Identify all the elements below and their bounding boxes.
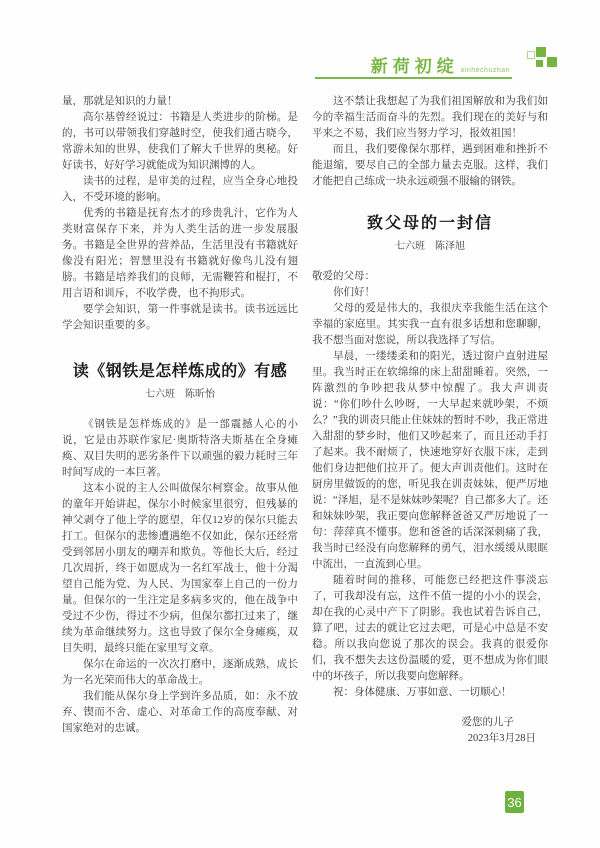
- paragraph: 父母的爱是伟大的，我很庆幸我能生活在这个幸福的家庭里。其实我一直有很多话想和您聊聊，我不想当面对您说，所以我选择了写信。: [312, 303, 548, 346]
- reading-essay-paragraphs: [62, 110, 298, 334]
- right-column: [312, 94, 548, 747]
- letter-signoff: 爱您的儿子: [461, 717, 514, 728]
- paragraph: 而且，我们要像保尔那样，遇到困难和挫折不能退缩，要尽自己的全部力量去克服。这样，我们才能把自己练成一块永远顽强不服输的钢铁。: [312, 144, 548, 187]
- letter-greeting: 你们好！: [333, 287, 375, 298]
- continuation-line: 量，那就是知识的力量！: [62, 96, 178, 107]
- logo-square-icon: [536, 47, 546, 57]
- paragraph: 这本小说的主人公叫做保尔柯察金。故事从他的童年开始讲起，保尔小时候家里很穷，但残暴的神父剥夺了他上学的愿望，年仅12岁的保尔只能去打工。但保尔的悲惨遭遇绝不仅如此，保尔还经常受到邻居小朋友的嘲弄和欺负。等他长大后，经过几次周折，终于如愿成为一名红军战士，他十分渴望自己能为党、为人民、为国家奉上自己的一份力量。但保尔的一生注定是多病多灾的，他在战争中受过不少伤，得过不少病，但保尔都扛过来了，继续为革命继续努力。这也导致了保尔全身瘫痪，双目失明，最终只能在家里写文章。: [62, 483, 298, 654]
- masthead-rule: [315, 48, 512, 79]
- paragraph: 高尔基曾经说过：书籍是人类进步的阶梯。是的，书可以带领我们穿越时空，使我们通古晓今，常游未知的世界，使我们了解大千世界的奥秘。好好读书，好好学习就能成为知识渊博的人。: [62, 112, 298, 171]
- paragraph: 优秀的书籍是抚育杰才的珍贵乳汁，它作为人类财富保存下来，并为人类生活的进一步发展服务。书籍是全世界的营养品，生活里没有书籍就好像没有阳光；智慧里没有书籍就好像鸟儿没有翅膀。书籍是培养我们的良师，无需鞭笞和棍打，不用言语和训斥，不收学费，也不拘形式。: [62, 208, 298, 299]
- masthead-title: 新荷初绽: [370, 57, 459, 76]
- essay-byline-letter: 七六班 陈泽旭: [395, 241, 465, 252]
- letter-salutation: 敬爱的父母：: [312, 271, 375, 282]
- paragraph: 早晨，一缕缕柔和的阳光，透过窗户直射进屋里。我当时正在软绵绵的床上甜甜睡着。突然，一阵激烈的争吵把我从梦中惊醒了。我大声训责说：“你们吵什么吵呀，一大早起来就吵架，不烦么？”我的训责只能止住妹妹的暂时不吵，我正常进入甜甜的梦乡时，他们又吵起来了，而且还动手打了起来。我不耐烦了，快速地穿好衣服下床，走到他们身边把他们拉开了。便大声训责他们。这时在厨房里做饭的的您，听见我在训责妹妹，便严厉地说：“泽旭，是不是妹妹吵架呢？自己都多大了。还和妹妹吵架，我正要向您解释爸爸又严厉地说了一句：萍萍真不懂事。您和爸爸的话深深刺痛了我，我当时已经没有向您解释的勇气，泪水缓缓从眼眶中流出，一直流到心里。: [312, 351, 548, 570]
- essay-title-steel: 读《钢铁是怎样炼成的》有感: [72, 363, 288, 380]
- paragraph: 我们能从保尔身上学到许多品质，如：永不放弃、锲而不舍、虚心、对革命工作的高度奉献、对国家绝对的忠诚。: [62, 691, 298, 734]
- steel-essay-continuation: [312, 94, 548, 190]
- essay-title-letter: 致父母的一封信: [366, 215, 493, 232]
- essay-byline-steel: 七六班 陈昕怡: [145, 389, 215, 400]
- letter-date: 2023年3月28日: [467, 733, 536, 744]
- logo-square-icon: [547, 57, 557, 67]
- page-body: [62, 94, 548, 747]
- logo-square-icon: [536, 60, 543, 67]
- left-column: [62, 94, 298, 747]
- letter-paragraphs: [312, 301, 548, 685]
- paragraph: 这不禁让我想起了为我们祖国解放和为我们如今的幸福生活而奋斗的先烈。我们现在的美好与和平来之不易，我们应当努力学习，报效祖国！: [312, 96, 548, 139]
- masthead-subtitle: xinhechuzhan: [460, 67, 510, 74]
- paragraph: 读书的过程，是审美的过程，应当全身心地投入，不受环境的影响。: [62, 176, 298, 203]
- logo-squares-icon: [527, 47, 561, 85]
- logo-square-outline-icon: [527, 51, 535, 59]
- letter-wish: 祝：身体健康、万事如意、一切顺心！: [333, 687, 512, 698]
- paragraph: 《钢铁是怎样炼成的》是一部震撼人心的小说，它是由苏联作家尼·奥斯特洛夫斯基在全身瘫痪、双目失明的恶劣条件下以顽强的毅力耗时三年时间写成的一本巨著。: [62, 419, 298, 478]
- page-number-badge: 36: [505, 791, 524, 813]
- steel-essay-paragraphs: [62, 417, 298, 737]
- paragraph: 保尔在命运的一次次打磨中，逐渐成熟，成长为一名光荣而伟大的革命战士。: [62, 659, 298, 686]
- paragraph: 要学会知识，第一件事就是读书。读书远远比学会知识重要的多。: [62, 304, 298, 331]
- paragraph: 随着时间的推移，可能您已经把这件事淡忘了，可我却没有忘，这件不值一提的小小的误会，却在我的心灵中产下了阴影。我也试着告诉自己，算了吧，过去的就让它过去吧，可是心中总是不安稳。所以我向您说了那次的误会。我真的很爱你们，我不想失去这份温暖的爱，更不想成为你们眼中的坏孩子，所以我要向您解释。: [312, 575, 548, 682]
